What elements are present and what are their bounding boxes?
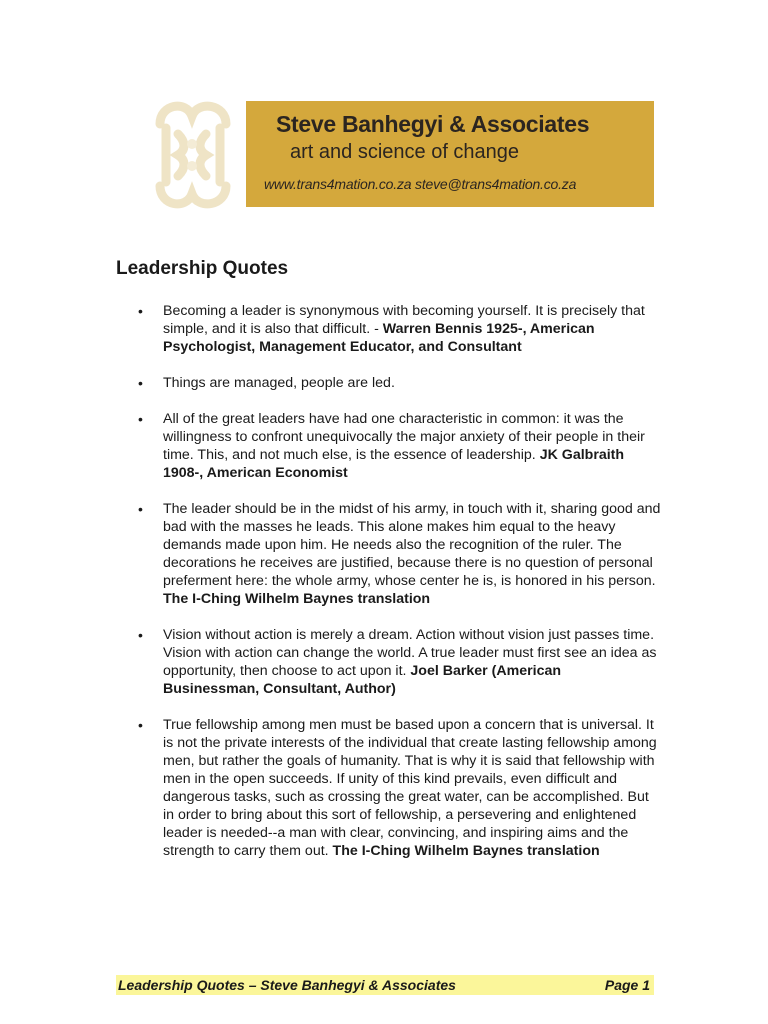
page-title: Leadership Quotes [116,258,289,279]
quote-item [116,374,661,392]
quote-attribution: The I-Ching Wilhelm Baynes translation [332,843,600,859]
banner-box [246,101,654,207]
banner-contact: www.trans4mation.co.za steve@trans4mation.co.za [264,176,577,192]
footer-title: Leadership Quotes – Steve Banhegyi & Associates [118,977,456,993]
quote-attribution: JK Galbraith 1908-, American Economist [163,447,625,481]
ornamental-logo-icon [146,94,246,216]
quote-text: Becoming a leader is synonymous with becoming yourself. It is precisely that simple, and it is also that difficult. - [163,303,645,337]
banner-company-name: Steve Banhegyi & Associates [276,111,590,137]
quote-attribution: Joel Barker (American Businessman, Consultant, Author) [163,663,562,697]
bullet-icon: • [138,627,143,643]
quote-text: Vision without action is merely a dream. Action without vision just passes time. Vision with action can change the world. A true leader must first see an idea as opportunity, then choose to act upon it. [163,627,657,679]
quote-text: Things are managed, people are led. [163,375,395,391]
quote-attribution: Warren Bennis 1925-, American Psychologist, Management Educator, and Consultant [163,321,595,355]
quote-item [116,500,661,608]
quote-item [116,410,661,482]
quote-item [116,716,661,860]
quote-item [116,626,661,698]
bullet-icon: • [138,717,143,733]
bullet-icon: • [138,375,143,391]
bullet-icon: • [138,501,143,517]
footer-page-number: Page 1 [604,977,650,993]
banner-tagline: art and science of change [290,141,520,163]
quote-item [116,302,661,356]
header-banner [146,94,654,216]
quotes-list [116,302,661,878]
quote-text: The leader should be in the midst of his army, in touch with it, sharing good and bad with the masses he leads. This alone makes him equal to the heavy demands made upon him. He needs also the recognition of the ruler. The decorations he receives are justified, because there is no question of personal preferment here: the whole army, whose center he is, is honored in his person. [163,501,661,589]
bullet-icon: • [138,411,143,427]
quote-text: All of the great leaders have had one characteristic in common: it was the willingness to confront unequivocally the major anxiety of their people in their time. This, and not much else, is the essence of leadership. [163,411,645,463]
bullet-icon: • [138,303,143,319]
page-footer [116,975,654,995]
quote-attribution: The I-Ching Wilhelm Baynes translation [163,591,431,607]
quote-text: True fellowship among men must be based upon a concern that is universal. It is not the private interests of the individual that create lasting fellowship among men, but rather the goals of humanity. That is why it is said that fellowship with men in the open succeeds. If unity of this kind prevails, even difficult and dangerous tasks, such as crossing the great water, can be accomplished. But in order to bring about this sort of fellowship, a persevering and enlightened leader is needed--a man with clear, convincing, and inspiring aims and the strength to carry them out. [163,717,657,859]
